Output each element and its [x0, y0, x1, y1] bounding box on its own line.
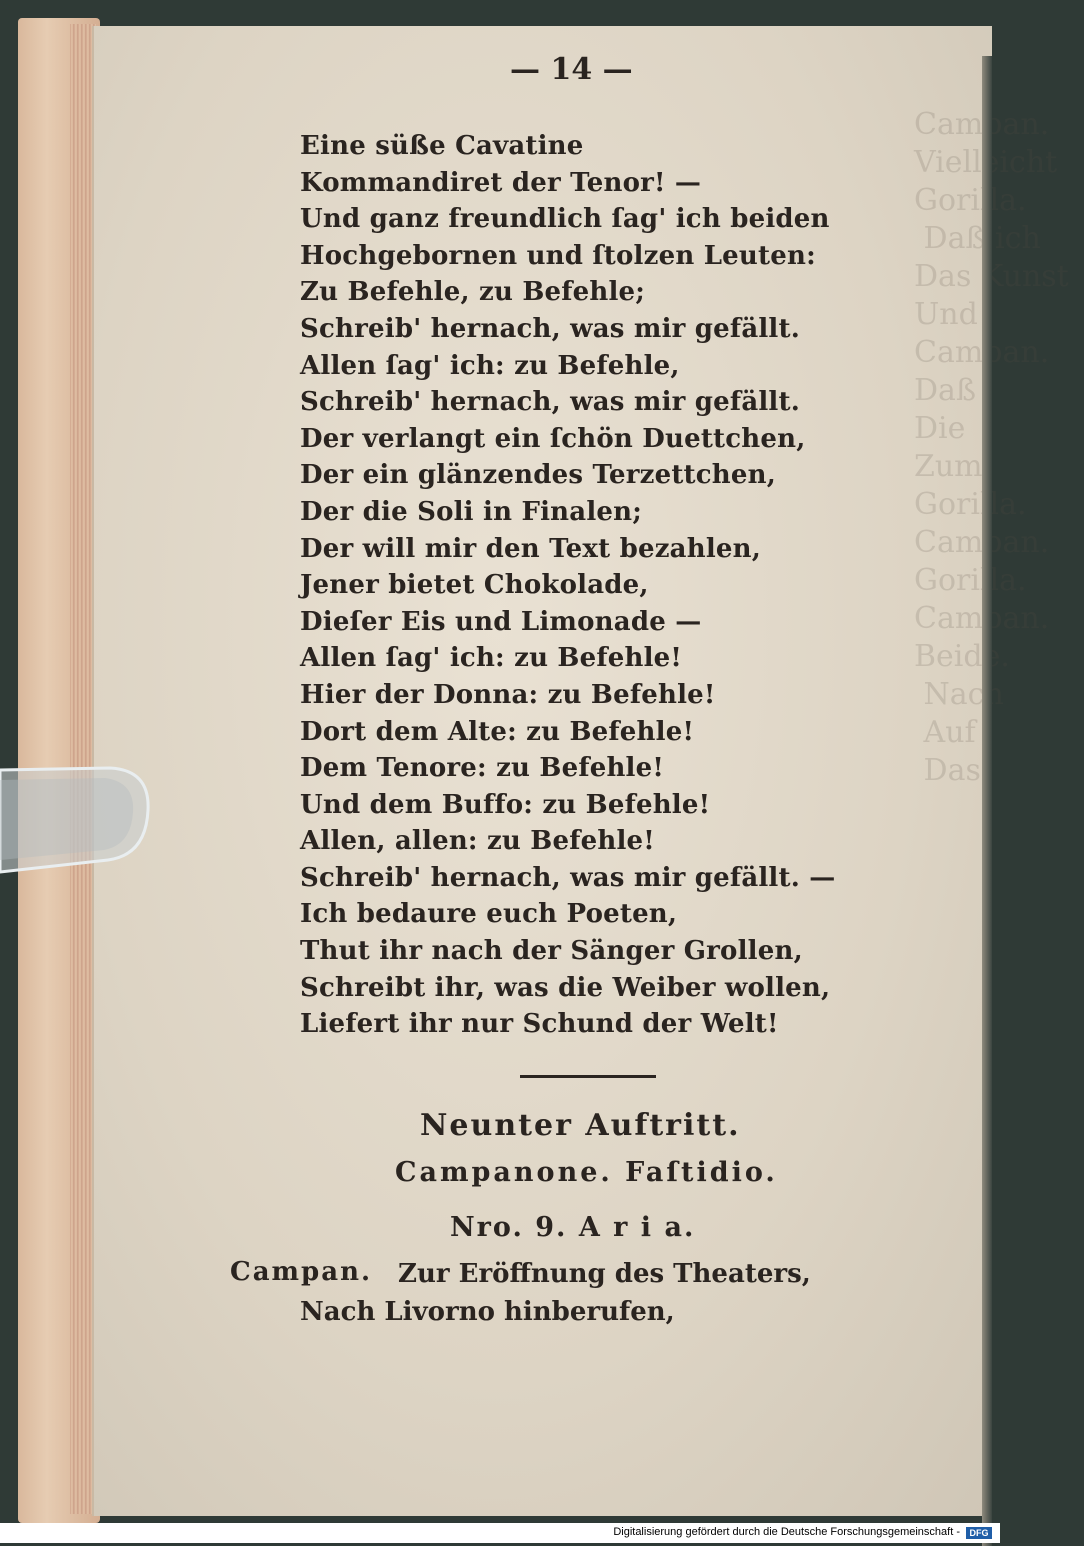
- bleed-through-text: Gorilla. Daß ich Das Kunst Und Daß Die Zum Gorilla. Gorilla. Beide. Nach Auf Das: [914, 183, 1069, 788]
- verse-line: Dieſer Eis und Limonade —: [300, 606, 702, 637]
- page-clip-holder: [0, 760, 150, 880]
- verse-line: Dort dem Alte: zu Befehle!: [300, 716, 695, 747]
- verse-line: Schreib' hernach, was mir gefällt.: [300, 387, 800, 418]
- verse-line: Der will mir den Text bezahlen,: [300, 533, 761, 564]
- verse-line: Und ganz freundlich ſag' ich beiden: [300, 204, 830, 235]
- verse-line: Schreib' hernach, was mir gefällt. —: [300, 862, 836, 893]
- aria-heading: Nro. 9. A r i a.: [450, 1212, 696, 1243]
- verse-line: Schreibt ihr, was die Weiber wollen,: [300, 972, 831, 1003]
- aria-line: Nach Livorno hinberufen,: [300, 1297, 675, 1327]
- scene-characters: Campanone. Faſtidio.: [395, 1157, 778, 1188]
- page-number: — 14 —: [510, 52, 633, 87]
- aria-line: Zur Eröffnung des Theaters,: [398, 1259, 811, 1289]
- section-divider: [520, 1075, 656, 1078]
- page-right-edge: [982, 56, 992, 1546]
- verse-line: Hier der Donna: zu Befehle!: [300, 679, 716, 710]
- footer-credit: Digitalisierung gefördert durch die Deutsche Forschungsgemeinschaft -: [613, 1526, 960, 1538]
- verse-line: Der verlangt ein ſchön Duettchen,: [300, 423, 806, 454]
- verse-line: Liefert ihr nur Schund der Welt!: [300, 1009, 779, 1040]
- verse-line: Kommandiret der Tenor! —: [300, 167, 702, 198]
- verse-line: Dem Tenore: zu Befehle!: [300, 753, 664, 784]
- verse-line: Schreib' hernach, was mir gefällt.: [300, 313, 800, 344]
- verse-line: Der ein glänzendes Terzettchen,: [300, 460, 777, 491]
- verse-line: Hochgebornen und ſtolzen Leuten:: [300, 240, 816, 271]
- verse-block: [300, 128, 835, 1043]
- verse-line: Thut ihr nach der Sänger Grollen,: [300, 936, 803, 967]
- verse-line: Eine süße Cavatine: [300, 131, 584, 161]
- verse-line: Allen ſag' ich: zu Befehle,: [300, 350, 680, 381]
- verse-line: Der die Soli in Finalen;: [300, 496, 643, 527]
- dfg-logo-icon: DFG: [966, 1527, 992, 1539]
- verse-line: Allen ſag' ich: zu Befehle!: [300, 643, 683, 674]
- speaker-name: Campan.: [230, 1257, 373, 1287]
- verse-line: Zu Befehle, zu Befehle;: [300, 277, 646, 308]
- verse-line: Jener bietet Chokolade,: [300, 570, 649, 601]
- verse-line: Und dem Buffo: zu Befehle!: [300, 789, 711, 820]
- verse-line: Allen, allen: zu Befehle!: [300, 826, 655, 857]
- scene-title: Neunter Auftritt.: [420, 1108, 741, 1143]
- verse-line: Ich bedaure euch Poeten,: [300, 899, 678, 930]
